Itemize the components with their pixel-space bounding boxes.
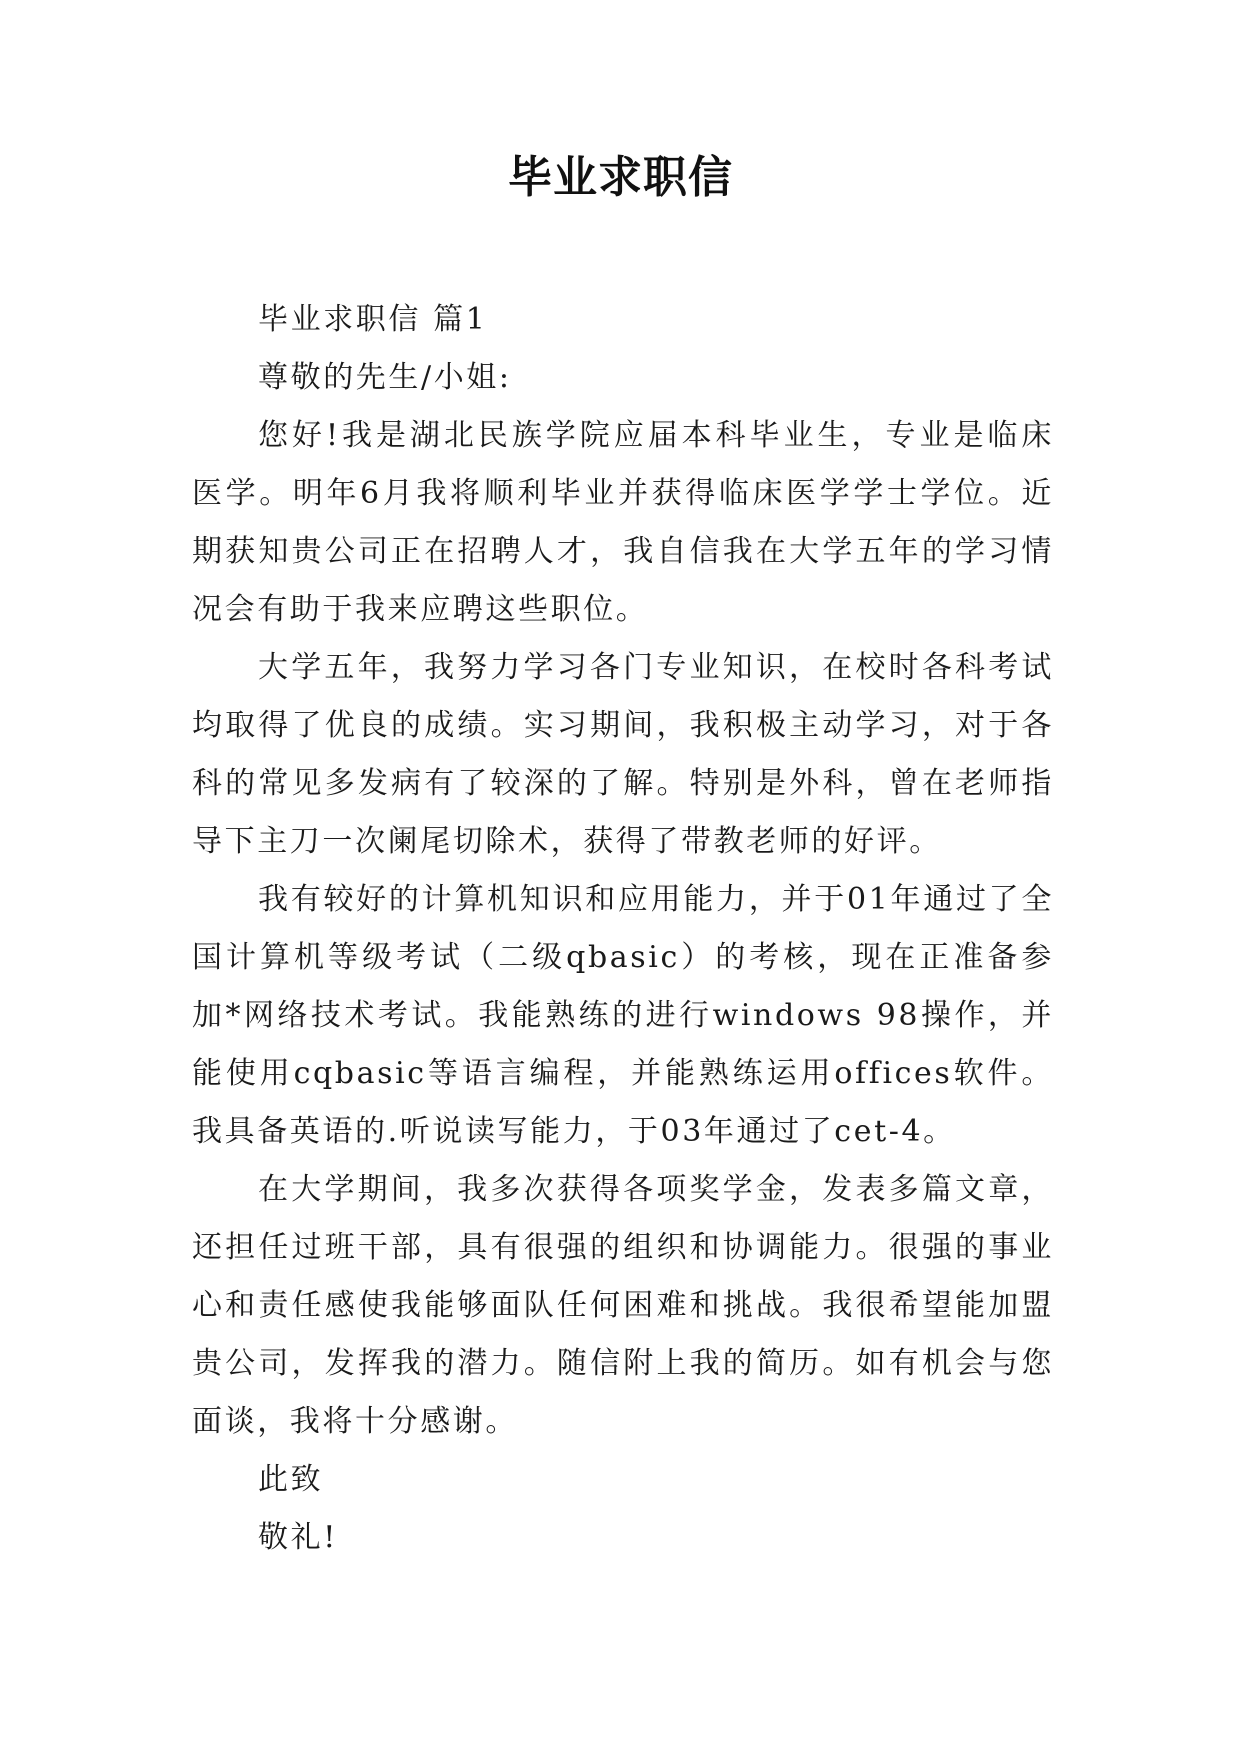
body-paragraph-activities: 在大学期间，我多次获得各项奖学金，发表多篇文章，还担任过班干部，具有很强的组织和协调能力。很强的事业心和责任感使我能够面队任何困难和挑战。我很希望能加盟贵公司，发挥我的潜力。随信附上我的简历。如有机会与您面谈，我将十分感谢。 [192, 1172, 1054, 1439]
salutation: 尊敬的先生/小姐: [258, 360, 512, 395]
document-body [192, 291, 1054, 1567]
body-paragraph-intro: 您好!我是湖北民族学院应届本科毕业生，专业是临床医学。明年6月我将顺利毕业并获得临床医学学士学位。近期获知贵公司正在招聘人才，我自信我在大学五年的学习情况会有助于我来应聘这些职位。 [192, 418, 1054, 627]
body-paragraph-study: 大学五年，我努力学习各门专业知识，在校时各科考试均取得了优良的成绩。实习期间，我积极主动学习，对于各科的常见多发病有了较深的了解。特别是外科，曾在老师指导下主刀一次阑尾切除术，获得了带教老师的好评。 [192, 650, 1054, 859]
document-title: 毕业求职信 [508, 152, 733, 203]
section-heading: 毕业求职信 篇1 [258, 302, 488, 337]
body-paragraph-skills: 我有较好的计算机知识和应用能力，并于01年通过了全国计算机等级考试（二级qbasic）的考核，现在正准备参加*网络技术考试。我能熟练的进行windows 98操作，并能使用cqbasic等语言编程，并能熟练运用offices软件。我具备英语的.听说读写能力，于03年通过了cet-4。 [192, 882, 1054, 1149]
closing-regards: 敬礼! [258, 1520, 338, 1555]
closing-line: 此致 [258, 1462, 324, 1497]
